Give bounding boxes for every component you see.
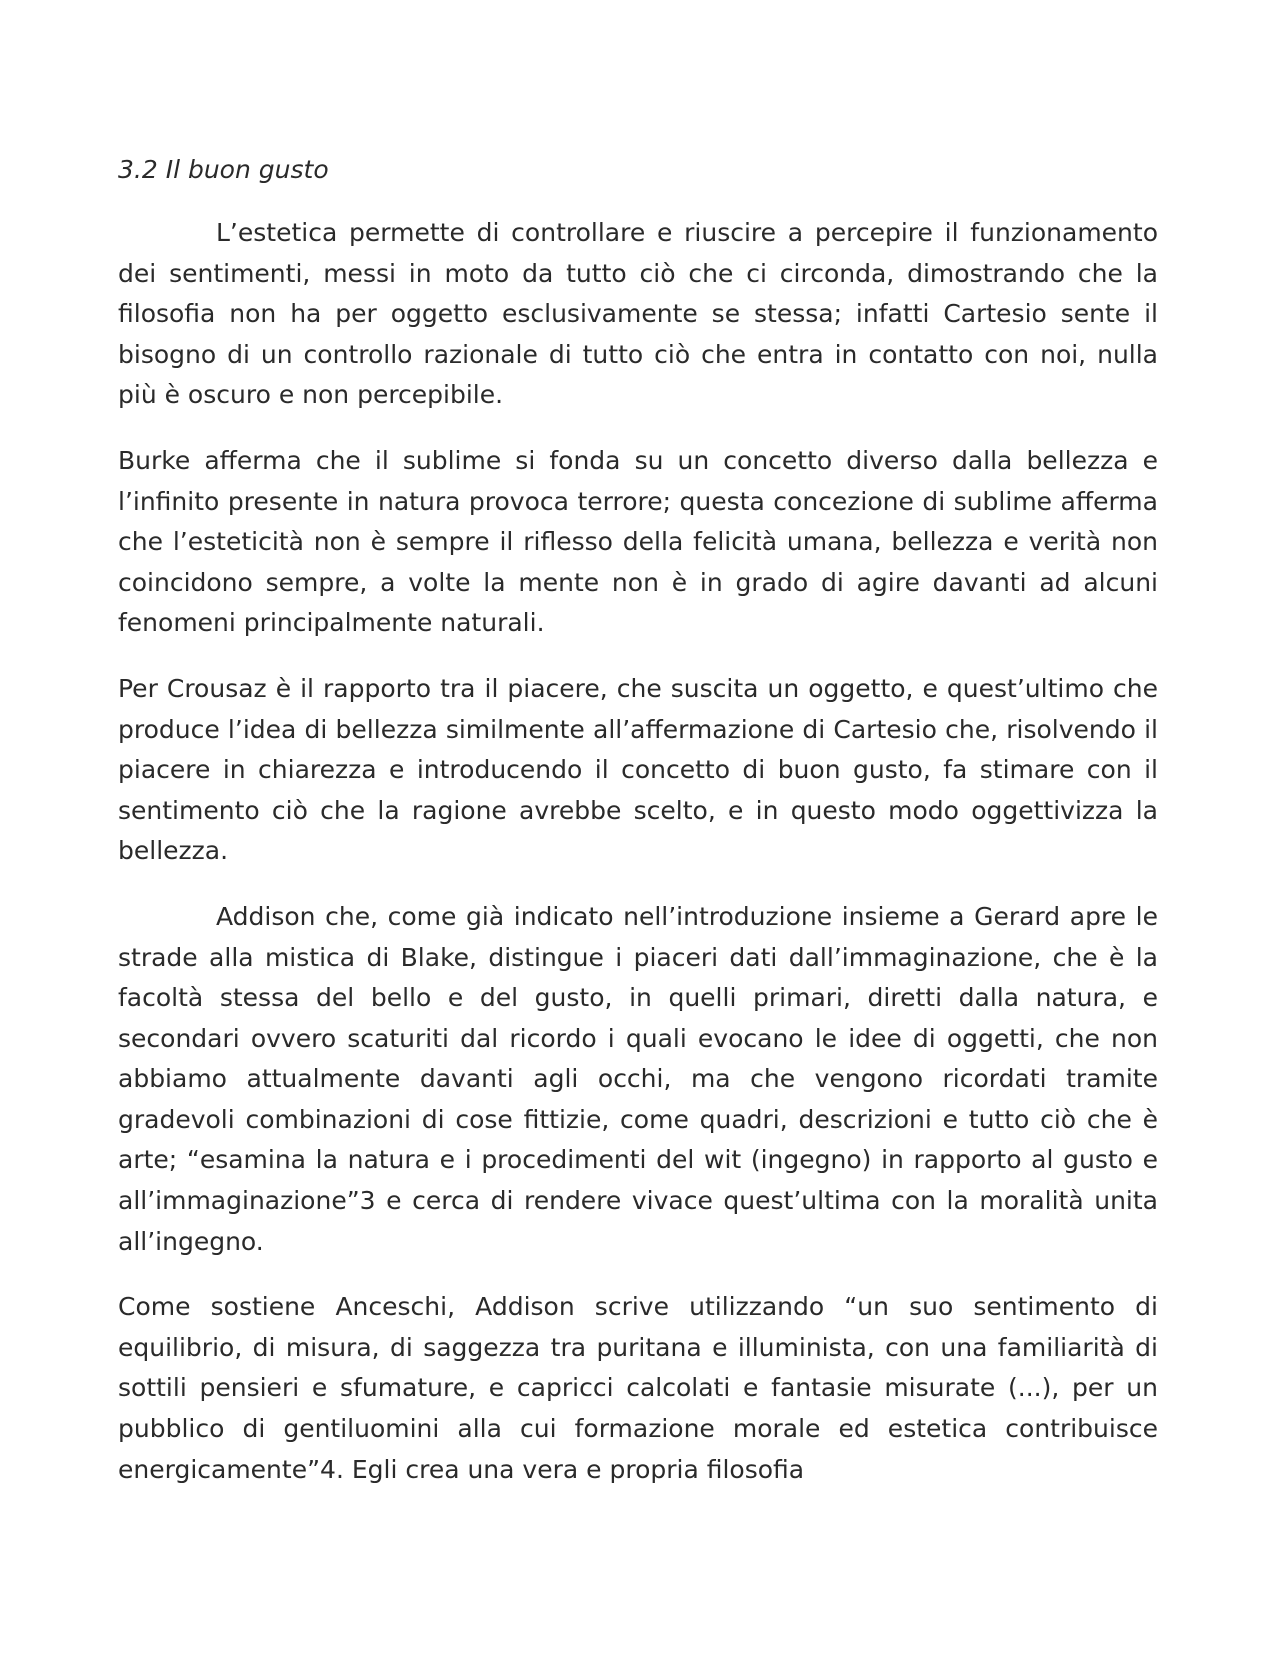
paragraph-estetica: L’estetica permette di controllare e riuscire a percepire il funzionamento dei sentimenti, messi in moto da tutto ciò che ci circonda, dimostrando che la filosofia non ha per oggetto esclusivamente se stessa; infatti Cartesio sente il bisogno di un controllo razionale di tutto ciò che entra in contatto con noi, nulla più è oscuro e non percepibile.	[118, 218, 1158, 410]
paragraph-anceschi: Come sostiene Anceschi, Addison scrive utilizzando “un suo sentimento di equilibrio, di misura, di saggezza tra puritana e illuminista, con una familiarità di sottili pensieri e sfumature, e capricci calcolati e fantasie misurate (...), per un pubblico di gentiluomini alla cui formazione morale ed estetica contribuisce energicamente”4. Egli crea una vera e propria filosofia	[118, 1292, 1158, 1484]
paragraph-addison: Addison che, come già indicato nell’introduzione insieme a Gerard apre le strade alla mistica di Blake, distingue i piaceri dati dall’immaginazione, che è la facoltà stessa del bello e del gusto, in quelli primari, diretti dalla natura, e secondari ovvero scaturiti dal ricordo i quali evocano le idee di oggetti, che non abbiamo attualmente davanti agli occhi, ma che vengono ricordati tramite gradevoli combinazioni di cose fittizie, come quadri, descrizioni e tutto ciò che è arte; “esamina la natura e i procedimenti del wit (ingegno) in rapporto al gusto e all’immaginazione”3 e cerca di rendere vivace quest’ultima con la moralità unita all’ingegno.	[118, 901, 1158, 1256]
paragraph-crousaz: Per Crousaz è il rapporto tra il piacere, che suscita un oggetto, e quest’ultimo che produce l’idea di bellezza similmente all’affermazione di Cartesio che, risolvendo il piacere in chiarezza e introducendo il concetto di buon gusto, fa stimare con il sentimento ciò che la ragione avrebbe scelto, e in questo modo oggettivizza la bellezza.	[118, 673, 1158, 866]
section-heading: 3.2 Il buon gusto	[118, 155, 329, 184]
paragraph-burke: Burke afferma che il sublime si fonda su un concetto diverso dalla bellezza e l’infinito presente in natura provoca terrore; questa concezione di sublime afferma che l’esteticità non è sempre il riflesso della felicità umana, bellezza e verità non coincidono sempre, a volte la mente non è in grado di agire davanti ad alcuni fenomeni principalmente naturali.	[118, 445, 1158, 638]
document-page	[118, 150, 1158, 1515]
